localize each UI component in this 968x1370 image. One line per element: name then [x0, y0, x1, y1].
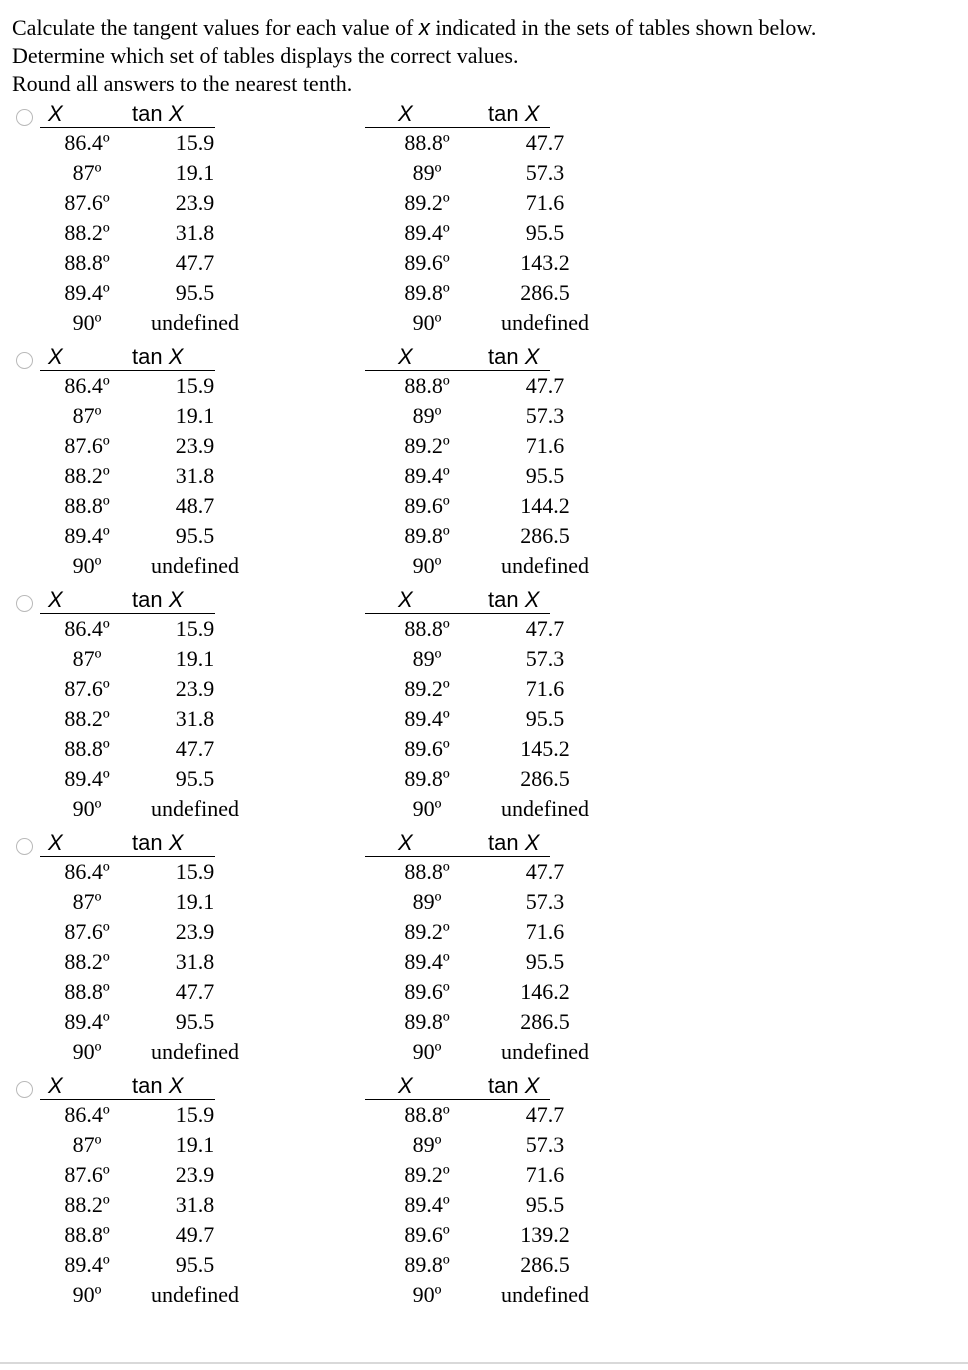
column-header-tan-x — [488, 830, 539, 856]
left-angle-cell: 90º — [72, 796, 102, 821]
left-tan-value-cell: 19.1 — [175, 646, 215, 671]
left-angle-cell: 88.2º — [64, 706, 110, 731]
right-angle-cell: 89.4º — [404, 1192, 450, 1217]
left-angle-cell: 87.6º — [64, 676, 110, 701]
left-tan-value-cell: 15.9 — [175, 373, 215, 398]
header-tan-variable: X — [168, 101, 184, 126]
right-tan-value-cell: 145.2 — [520, 736, 570, 761]
right-angle-cell: 89.4º — [404, 949, 450, 974]
left-tan-value-cell: 49.7 — [175, 1222, 215, 1247]
left-angle-cell: 89.4º — [64, 280, 110, 305]
answer-option-5 — [0, 1072, 968, 1315]
right-tan-value-cell: 71.6 — [525, 433, 565, 458]
column-header-x — [398, 830, 413, 856]
right-angle-cell: 90º — [412, 796, 442, 821]
right-tan-value-cell: undefined — [501, 1282, 589, 1307]
left-tan-value-cell: 19.1 — [175, 1132, 215, 1157]
left-tan-value-cell: undefined — [151, 553, 239, 578]
right-angle-cell: 89.4º — [404, 706, 450, 731]
option-radio-3[interactable] — [16, 595, 33, 612]
column-header-x — [398, 101, 413, 127]
left-angle-cell: 90º — [72, 1039, 102, 1064]
left-tan-value-cell: 15.9 — [175, 1102, 215, 1127]
right-tan-value-cell: 57.3 — [525, 889, 565, 914]
right-angle-cell: 89.8º — [404, 523, 450, 548]
right-table-header — [365, 100, 550, 128]
left-tan-value-cell: 95.5 — [175, 766, 215, 791]
header-tan-variable: X — [168, 344, 184, 369]
column-header-x — [48, 344, 63, 370]
right-tan-value-cell: 47.7 — [525, 859, 565, 884]
header-x: X — [398, 587, 413, 612]
right-tan-value-cell: 139.2 — [520, 1222, 570, 1247]
right-tan-value-cell: undefined — [501, 1039, 589, 1064]
right-angle-cell: 89.8º — [404, 280, 450, 305]
left-angle-cell: 87.6º — [64, 190, 110, 215]
right-tan-value-cell: 144.2 — [520, 493, 570, 518]
right-tan-value-cell: 47.7 — [525, 130, 565, 155]
left-tan-value-cell: 47.7 — [175, 736, 215, 761]
header-tan-prefix: tan — [488, 101, 525, 126]
header-tan-variable: X — [524, 101, 540, 126]
left-tan-value-cell: 31.8 — [175, 220, 215, 245]
right-table-header — [365, 1072, 550, 1100]
left-angle-cell: 86.4º — [64, 1102, 110, 1127]
right-tan-value-cell: 286.5 — [520, 1009, 570, 1034]
left-tan-value-cell: undefined — [151, 1039, 239, 1064]
left-angle-cell: 88.8º — [64, 250, 110, 275]
header-tan-prefix: tan — [132, 1073, 169, 1098]
left-angle-cell: 90º — [72, 1282, 102, 1307]
left-angle-cell: 86.4º — [64, 130, 110, 155]
left-tan-value-cell: undefined — [151, 310, 239, 335]
right-tan-value-cell: 286.5 — [520, 766, 570, 791]
left-tan-value-cell: undefined — [151, 1282, 239, 1307]
left-angle-cell: 88.8º — [64, 1222, 110, 1247]
left-angle-cell: 89.4º — [64, 523, 110, 548]
right-tan-value-cell: 57.3 — [525, 1132, 565, 1157]
left-table-header — [40, 829, 215, 857]
right-tan-value-cell: 71.6 — [525, 190, 565, 215]
header-x: X — [398, 344, 413, 369]
right-angle-cell: 89.8º — [404, 1009, 450, 1034]
right-angle-cell: 88.8º — [404, 373, 450, 398]
left-tan-value-cell: 31.8 — [175, 463, 215, 488]
right-tan-value-cell: 71.6 — [525, 919, 565, 944]
column-header-tan-x — [488, 1073, 539, 1099]
header-tan-prefix: tan — [132, 344, 169, 369]
left-tan-value-cell: undefined — [151, 796, 239, 821]
left-angle-cell: 86.4º — [64, 859, 110, 884]
right-tan-value-cell: 47.7 — [525, 616, 565, 641]
left-tan-value-cell: 47.7 — [175, 250, 215, 275]
left-tan-value-cell: 95.5 — [175, 523, 215, 548]
header-tan-variable: X — [168, 587, 184, 612]
right-tan-value-cell: undefined — [501, 553, 589, 578]
left-table-header — [40, 1072, 215, 1100]
right-table-header — [365, 343, 550, 371]
right-angle-cell: 89.8º — [404, 1252, 450, 1277]
left-angle-cell: 87º — [72, 646, 102, 671]
left-tan-value-cell: 19.1 — [175, 403, 215, 428]
right-angle-cell: 89º — [412, 160, 442, 185]
right-angle-cell: 90º — [412, 310, 442, 335]
option-radio-2[interactable] — [16, 352, 33, 369]
header-x: X — [48, 101, 63, 126]
left-angle-cell: 89.4º — [64, 1252, 110, 1277]
right-tan-value-cell: 95.5 — [525, 1192, 565, 1217]
header-tan-prefix: tan — [132, 101, 169, 126]
header-x: X — [48, 587, 63, 612]
right-angle-cell: 89.4º — [404, 220, 450, 245]
right-angle-cell: 89.2º — [404, 190, 450, 215]
right-tan-value-cell: 143.2 — [520, 250, 570, 275]
column-header-tan-x — [488, 587, 539, 613]
right-angle-cell: 89º — [412, 403, 442, 428]
left-table-header — [40, 586, 215, 614]
column-header-x — [398, 587, 413, 613]
column-header-x — [48, 830, 63, 856]
right-tan-value-cell: 95.5 — [525, 949, 565, 974]
left-table-header — [40, 343, 215, 371]
column-header-tan-x — [132, 587, 183, 613]
right-tan-value-cell: 95.5 — [525, 220, 565, 245]
right-angle-cell: 89.6º — [404, 493, 450, 518]
column-header-tan-x — [132, 830, 183, 856]
left-angle-cell: 87º — [72, 403, 102, 428]
question-line-2: Determine which set of tables displays the correct values. — [12, 43, 519, 68]
right-angle-cell: 89.2º — [404, 919, 450, 944]
left-tan-value-cell: 95.5 — [175, 1009, 215, 1034]
left-tan-value-cell: 95.5 — [175, 280, 215, 305]
left-tan-value-cell: 15.9 — [175, 130, 215, 155]
left-angle-cell: 88.2º — [64, 949, 110, 974]
left-angle-cell: 87.6º — [64, 919, 110, 944]
left-tan-value-cell: 31.8 — [175, 1192, 215, 1217]
left-angle-cell: 86.4º — [64, 616, 110, 641]
right-angle-cell: 89.8º — [404, 766, 450, 791]
column-header-tan-x — [488, 344, 539, 370]
header-x: X — [398, 101, 413, 126]
header-x: X — [48, 830, 63, 855]
column-header-x — [398, 1073, 413, 1099]
right-tan-value-cell: 286.5 — [520, 523, 570, 548]
right-tan-value-cell: 286.5 — [520, 280, 570, 305]
header-tan-prefix: tan — [488, 587, 525, 612]
right-tan-value-cell: undefined — [501, 796, 589, 821]
right-angle-cell: 90º — [412, 1282, 442, 1307]
right-tan-value-cell: 95.5 — [525, 706, 565, 731]
right-tan-value-cell: 71.6 — [525, 1162, 565, 1187]
right-angle-cell: 89.2º — [404, 433, 450, 458]
header-tan-variable: X — [168, 830, 184, 855]
right-angle-cell: 89.6º — [404, 1222, 450, 1247]
header-tan-variable: X — [524, 587, 540, 612]
right-tan-value-cell: 57.3 — [525, 160, 565, 185]
right-angle-cell: 89.6º — [404, 736, 450, 761]
left-tan-value-cell: 95.5 — [175, 1252, 215, 1277]
answer-option-2 — [0, 343, 968, 586]
right-tan-value-cell: 286.5 — [520, 1252, 570, 1277]
right-tan-value-cell: 47.7 — [525, 373, 565, 398]
column-header-tan-x — [488, 101, 539, 127]
right-tan-value-cell: undefined — [501, 310, 589, 335]
left-angle-cell: 87.6º — [64, 433, 110, 458]
left-tan-value-cell: 47.7 — [175, 979, 215, 1004]
left-angle-cell: 89.4º — [64, 766, 110, 791]
left-tan-value-cell: 23.9 — [175, 919, 215, 944]
left-tan-value-cell: 19.1 — [175, 889, 215, 914]
left-angle-cell: 89.4º — [64, 1009, 110, 1034]
question-line-1-end: indicated in the sets of tables shown below. — [429, 15, 817, 40]
header-x: X — [48, 1073, 63, 1098]
left-angle-cell: 88.2º — [64, 1192, 110, 1217]
right-angle-cell: 89.4º — [404, 463, 450, 488]
left-angle-cell: 90º — [72, 310, 102, 335]
header-tan-prefix: tan — [132, 587, 169, 612]
header-x: X — [398, 830, 413, 855]
header-x: X — [398, 1073, 413, 1098]
right-table-header — [365, 829, 550, 857]
header-tan-prefix: tan — [488, 1073, 525, 1098]
answer-option-1 — [0, 100, 968, 343]
right-tan-value-cell: 47.7 — [525, 1102, 565, 1127]
left-angle-cell: 87º — [72, 160, 102, 185]
left-angle-cell: 88.8º — [64, 979, 110, 1004]
right-angle-cell: 89º — [412, 889, 442, 914]
header-tan-variable: X — [524, 1073, 540, 1098]
option-radio-1[interactable] — [16, 109, 33, 126]
left-angle-cell: 90º — [72, 553, 102, 578]
left-angle-cell: 86.4º — [64, 373, 110, 398]
right-tan-value-cell: 57.3 — [525, 646, 565, 671]
right-angle-cell: 89º — [412, 646, 442, 671]
question-line-1-start: Calculate the tangent values for each value of — [12, 15, 419, 40]
right-tan-value-cell: 57.3 — [525, 403, 565, 428]
column-header-x — [48, 1073, 63, 1099]
left-table-header — [40, 100, 215, 128]
header-tan-prefix: tan — [488, 344, 525, 369]
right-table-header — [365, 586, 550, 614]
left-angle-cell: 88.2º — [64, 463, 110, 488]
right-angle-cell: 89.6º — [404, 979, 450, 1004]
right-angle-cell: 89.6º — [404, 250, 450, 275]
left-tan-value-cell: 23.9 — [175, 676, 215, 701]
column-header-tan-x — [132, 101, 183, 127]
header-tan-prefix: tan — [488, 830, 525, 855]
right-angle-cell: 88.8º — [404, 130, 450, 155]
header-tan-variable: X — [524, 344, 540, 369]
left-tan-value-cell: 19.1 — [175, 160, 215, 185]
right-angle-cell: 88.8º — [404, 1102, 450, 1127]
question-line-3: Round all answers to the nearest tenth. — [12, 71, 353, 96]
column-header-x — [48, 101, 63, 127]
left-angle-cell: 87º — [72, 889, 102, 914]
option-radio-4[interactable] — [16, 838, 33, 855]
right-angle-cell: 90º — [412, 553, 442, 578]
header-x: X — [48, 344, 63, 369]
right-angle-cell: 89.2º — [404, 1162, 450, 1187]
column-header-tan-x — [132, 1073, 183, 1099]
column-header-x — [48, 587, 63, 613]
left-angle-cell: 88.2º — [64, 220, 110, 245]
left-tan-value-cell: 15.9 — [175, 859, 215, 884]
header-tan-prefix: tan — [132, 830, 169, 855]
column-header-x — [398, 344, 413, 370]
answer-option-3 — [0, 586, 968, 829]
left-angle-cell: 87.6º — [64, 1162, 110, 1187]
left-angle-cell: 88.8º — [64, 736, 110, 761]
left-tan-value-cell: 15.9 — [175, 616, 215, 641]
left-angle-cell: 88.8º — [64, 493, 110, 518]
left-tan-value-cell: 31.8 — [175, 706, 215, 731]
right-angle-cell: 89º — [412, 1132, 442, 1157]
right-tan-value-cell: 146.2 — [520, 979, 570, 1004]
left-tan-value-cell: 48.7 — [175, 493, 215, 518]
right-angle-cell: 88.8º — [404, 859, 450, 884]
column-header-tan-x — [132, 344, 183, 370]
right-angle-cell: 88.8º — [404, 616, 450, 641]
bottom-divider — [0, 1362, 968, 1364]
left-tan-value-cell: 23.9 — [175, 190, 215, 215]
left-angle-cell: 87º — [72, 1132, 102, 1157]
right-angle-cell: 90º — [412, 1039, 442, 1064]
header-tan-variable: X — [168, 1073, 184, 1098]
option-radio-5[interactable] — [16, 1081, 33, 1098]
left-tan-value-cell: 23.9 — [175, 433, 215, 458]
right-tan-value-cell: 95.5 — [525, 463, 565, 488]
left-tan-value-cell: 23.9 — [175, 1162, 215, 1187]
right-tan-value-cell: 71.6 — [525, 676, 565, 701]
answer-option-4 — [0, 829, 968, 1072]
left-tan-value-cell: 31.8 — [175, 949, 215, 974]
header-tan-variable: X — [524, 830, 540, 855]
question-variable: x — [418, 15, 430, 40]
right-angle-cell: 89.2º — [404, 676, 450, 701]
